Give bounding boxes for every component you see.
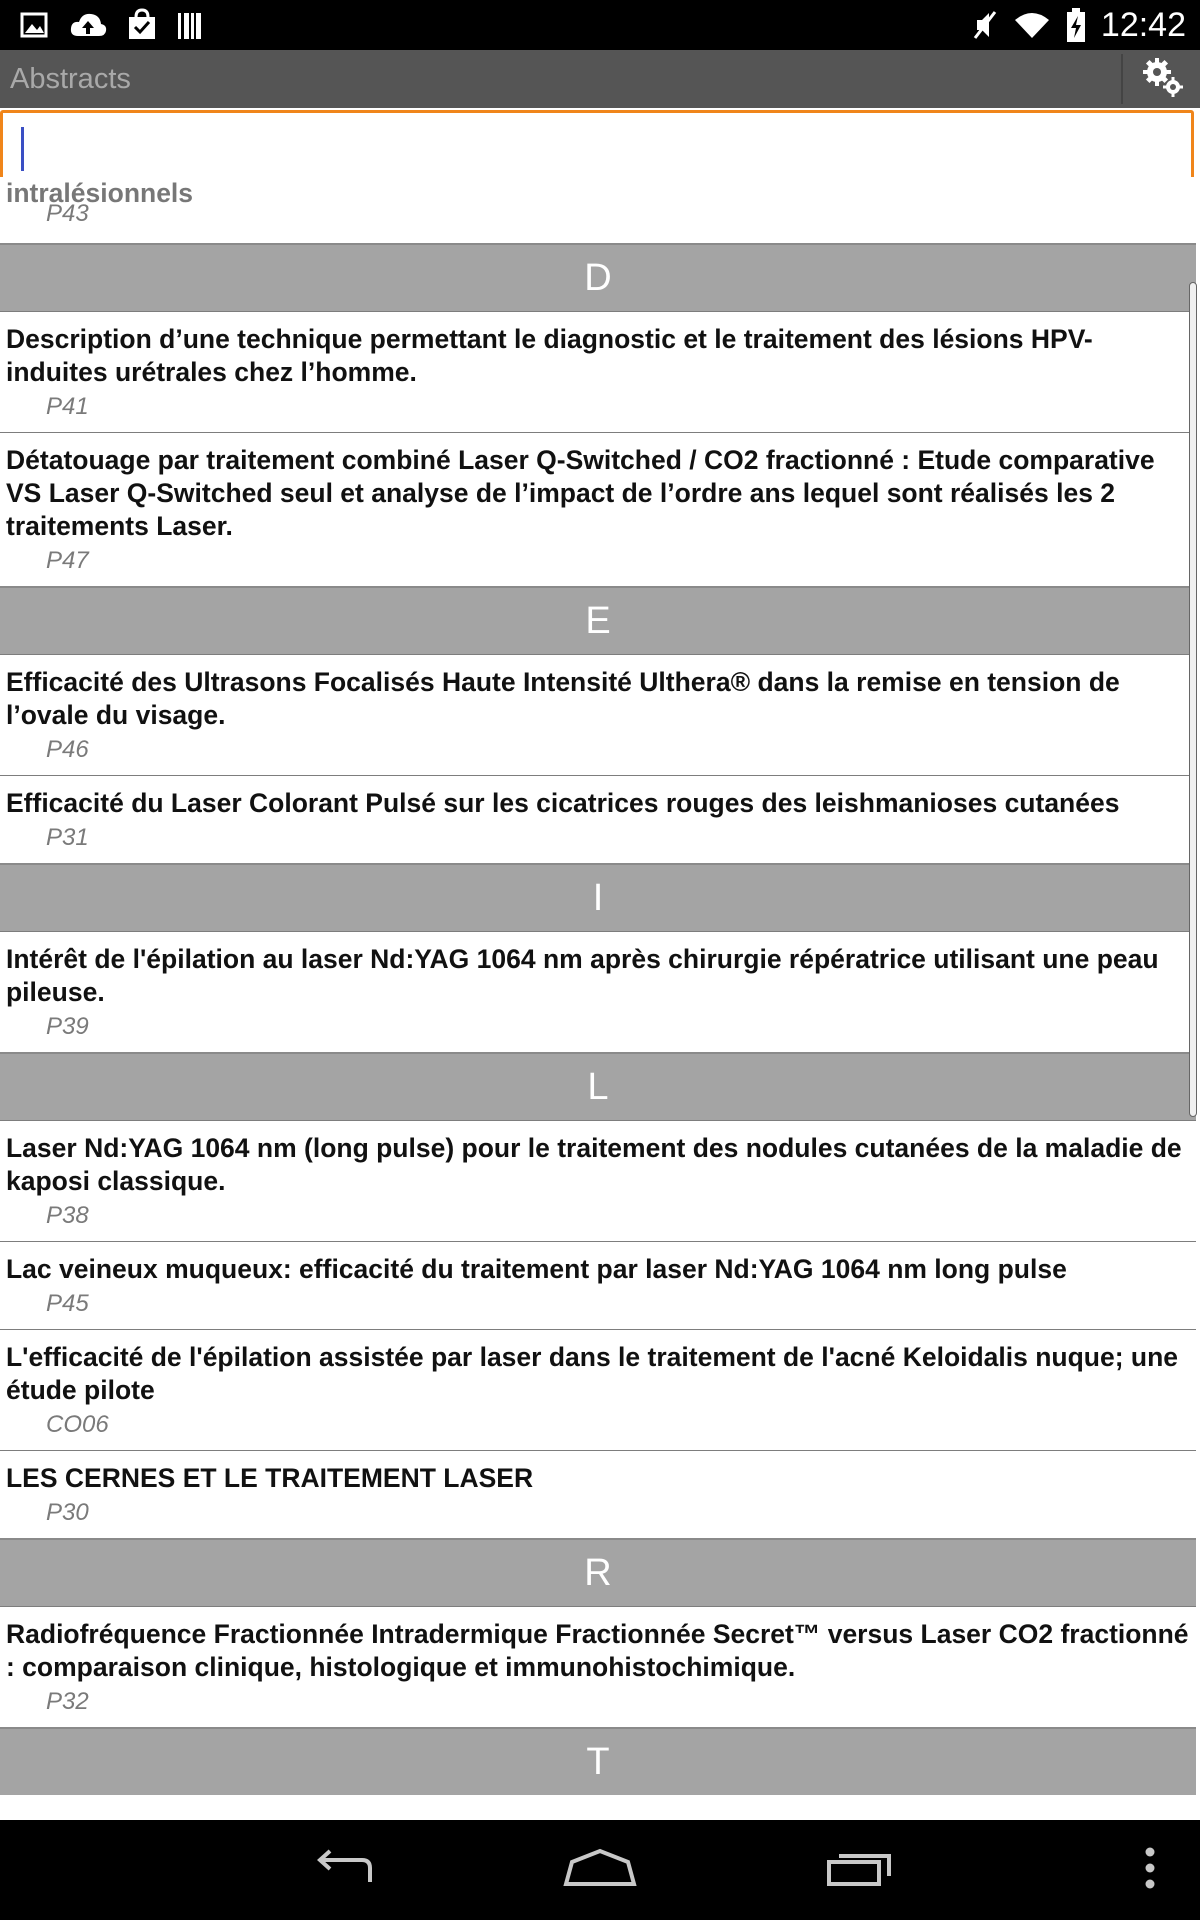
item-code: CO06 <box>46 1411 109 1438</box>
text-cursor <box>21 127 24 171</box>
list-item[interactable] <box>0 1120 1196 1241</box>
list-item[interactable] <box>0 654 1196 775</box>
list-item[interactable] <box>0 177 1196 243</box>
home-icon <box>562 1848 638 1893</box>
overflow-menu-button[interactable] <box>1130 1820 1170 1920</box>
recent-apps-button[interactable] <box>815 1820 905 1920</box>
barcode-icon <box>176 8 204 42</box>
section-header-e <box>0 586 1196 654</box>
item-title: Radiofréquence Fractionnée Intradermique Fractionnée Secret™ versus Laser CO2 fractionné : comparaison clinique, histologique et immunohistochimique. <box>6 1619 1189 1682</box>
gears-icon <box>1142 56 1184 103</box>
list-item[interactable] <box>0 432 1196 586</box>
section-letter: T <box>586 1740 610 1783</box>
item-code: P47 <box>46 547 89 574</box>
item-code: P38 <box>46 1202 89 1229</box>
item-title: Efficacité des Ultrasons Focalisés Haute Intensité Ulthera® dans la remise en tension de l’ovale du visage. <box>6 667 1120 730</box>
item-code: P43 <box>46 200 89 227</box>
item-title: Efficacité du Laser Colorant Pulsé sur les cicatrices rouges des leishmanioses cutanées <box>6 788 1120 818</box>
scrollbar[interactable] <box>1189 282 1197 1117</box>
item-title: Laser Nd:YAG 1064 nm (long pulse) pour le traitement des nodules cutanées de la maladie de kaposi classique. <box>6 1133 1182 1196</box>
item-code: P32 <box>46 1688 89 1715</box>
list-item[interactable] <box>0 1329 1196 1450</box>
mute-icon <box>971 8 999 42</box>
list-item[interactable] <box>0 1241 1196 1329</box>
shopping-bag-icon <box>126 8 158 42</box>
section-header-d <box>0 243 1196 311</box>
system-icons <box>971 0 1186 50</box>
list-item[interactable] <box>0 1450 1196 1538</box>
section-header-r <box>0 1538 1196 1606</box>
app-title: Abstracts <box>10 63 131 95</box>
section-letter: E <box>585 599 611 642</box>
section-letter: D <box>584 256 612 299</box>
item-title: Intérêt de l'épilation au laser Nd:YAG 1064 nm après chirurgie répératrice utilisant une peau pileuse. <box>6 944 1159 1007</box>
section-letter: L <box>587 1065 609 1108</box>
section-header-t <box>0 1727 1196 1795</box>
item-title: LES CERNES ET LE TRAITEMENT LASER <box>6 1463 534 1493</box>
item-title: Lac veineux muqueux: efficacité du traitement par laser Nd:YAG 1064 nm long pulse <box>6 1254 1067 1284</box>
wifi-icon <box>1013 8 1051 42</box>
settings-button[interactable] <box>1126 50 1200 108</box>
item-title: intralésionnels <box>6 178 194 208</box>
list-item[interactable] <box>0 1606 1196 1727</box>
status-bar <box>0 0 1200 50</box>
recent-apps-icon <box>825 1848 895 1893</box>
battery-charging-icon <box>1065 7 1087 43</box>
clock: 12:42 <box>1100 5 1186 44</box>
cloud-upload-icon <box>68 8 108 42</box>
list-item[interactable] <box>0 311 1196 432</box>
overflow-menu-icon <box>1143 1846 1157 1895</box>
home-button[interactable] <box>555 1820 645 1920</box>
section-letter: I <box>592 876 604 919</box>
back-icon <box>310 1848 380 1893</box>
item-code: P31 <box>46 824 89 851</box>
action-bar <box>0 50 1200 108</box>
back-button[interactable] <box>300 1820 390 1920</box>
list-rows <box>0 178 1196 1795</box>
item-code: P45 <box>46 1290 89 1317</box>
section-letter: R <box>584 1551 612 1594</box>
item-code: P30 <box>46 1499 89 1526</box>
section-header-i <box>0 863 1196 931</box>
navigation-bar <box>0 1820 1200 1920</box>
item-title: Description d’une technique permettant le diagnostic et le traitement des lésions HPV-induites urétrales chez l’homme. <box>6 324 1093 387</box>
image-icon <box>20 8 50 42</box>
item-code: P41 <box>46 393 89 420</box>
search-input[interactable] <box>21 123 1175 179</box>
list-item[interactable] <box>0 931 1196 1052</box>
action-bar-divider <box>1121 54 1123 104</box>
item-title: Détatouage par traitement combiné Laser Q-Switched / CO2 fractionné : Etude comparative VS Laser Q-Switched seul et analyse de l’impact de l’ordre ans lequel sont réalisés les 2 traitements Laser. <box>6 445 1155 541</box>
item-code: P46 <box>46 736 89 763</box>
notification-icons <box>20 8 204 42</box>
item-title: L'efficacité de l'épilation assistée par laser dans le traitement de l'acné Keloidalis nuque; une étude pilote <box>6 1342 1179 1405</box>
list-item[interactable] <box>0 775 1196 863</box>
item-code: P39 <box>46 1013 89 1040</box>
abstracts-list[interactable] <box>0 178 1200 1820</box>
section-header-l <box>0 1052 1196 1120</box>
